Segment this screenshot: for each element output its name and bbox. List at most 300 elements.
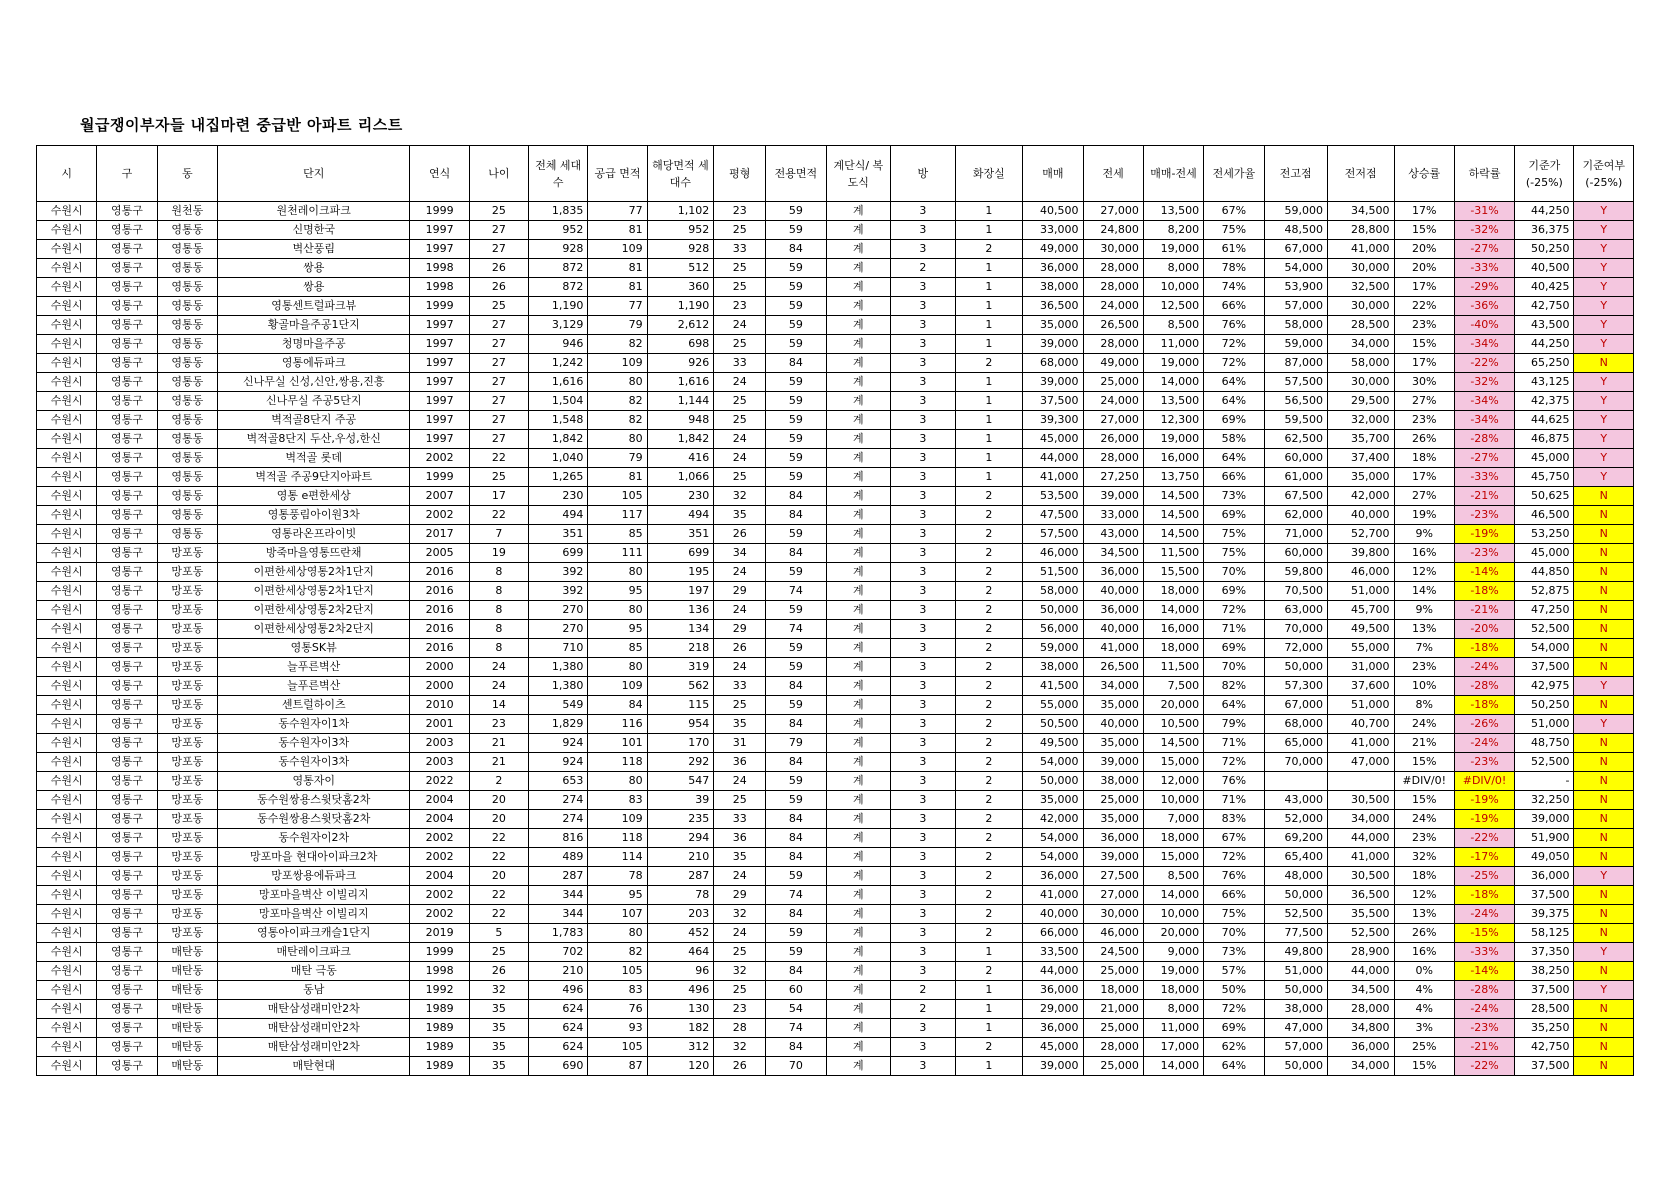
table-cell: 58,125 — [1515, 924, 1574, 943]
table-cell: 75% — [1204, 544, 1264, 563]
table-cell: 17% — [1394, 278, 1454, 297]
table-cell: 2004 — [410, 867, 469, 886]
table-cell: 원천동 — [157, 202, 217, 221]
table-cell: 2 — [955, 772, 1023, 791]
table-row — [37, 202, 1634, 221]
table-cell: 37,600 — [1327, 677, 1394, 696]
table-cell: 영통구 — [97, 1038, 157, 1057]
table-cell: 영통구 — [97, 335, 157, 354]
table-cell: 76 — [588, 1000, 647, 1019]
table-cell: 72,000 — [1264, 639, 1327, 658]
table-cell: 3 — [891, 620, 956, 639]
table-cell: 센트럴하이츠 — [217, 696, 409, 715]
table-cell: 948 — [647, 411, 714, 430]
table-cell: 34,500 — [1327, 202, 1394, 221]
table-cell: 2016 — [410, 582, 469, 601]
table-cell: 망포마을벽산 이빌리지 — [217, 886, 409, 905]
table-cell: 3 — [891, 335, 956, 354]
table-cell: 영통구 — [97, 639, 157, 658]
table-cell: 59 — [766, 316, 826, 335]
table-cell: 287 — [647, 867, 714, 886]
column-header: 동 — [157, 146, 217, 202]
table-cell: 26% — [1394, 924, 1454, 943]
table-cell: 계 — [826, 1019, 891, 1038]
table-cell: N — [1574, 1000, 1634, 1019]
table-cell: 8 — [469, 601, 528, 620]
table-cell: 망포동 — [157, 810, 217, 829]
table-cell: 51,000 — [1327, 582, 1394, 601]
table-cell: 1,242 — [529, 354, 588, 373]
table-cell: 699 — [647, 544, 714, 563]
table-cell: 59 — [766, 563, 826, 582]
table-cell: 14% — [1394, 582, 1454, 601]
table-cell: 59 — [766, 373, 826, 392]
table-cell: 계 — [826, 905, 891, 924]
table-cell: 562 — [647, 677, 714, 696]
table-cell: 30,000 — [1083, 905, 1143, 924]
table-row — [37, 582, 1634, 601]
table-cell: 33 — [714, 810, 766, 829]
table-row — [37, 886, 1634, 905]
table-cell: 76% — [1204, 772, 1264, 791]
table-cell: 35,000 — [1023, 791, 1083, 810]
table-cell: 84 — [588, 696, 647, 715]
table-cell: 계 — [826, 449, 891, 468]
table-cell: 81 — [588, 468, 647, 487]
table-cell: 59 — [766, 297, 826, 316]
table-cell: 54,000 — [1023, 753, 1083, 772]
table-row — [37, 1038, 1634, 1057]
table-cell: -22% — [1454, 829, 1514, 848]
table-cell: 계 — [826, 525, 891, 544]
table-cell: 58,000 — [1264, 316, 1327, 335]
table-cell: 64% — [1204, 1057, 1264, 1076]
column-header: 전세 — [1083, 146, 1143, 202]
table-cell: 황골마을주공1단지 — [217, 316, 409, 335]
table-cell: 41,000 — [1023, 468, 1083, 487]
table-cell: 영통구 — [97, 221, 157, 240]
table-cell: N — [1574, 848, 1634, 867]
table-cell: 영통구 — [97, 886, 157, 905]
table-cell: 71% — [1204, 734, 1264, 753]
table-cell: 72% — [1204, 1000, 1264, 1019]
table-cell: 8,500 — [1143, 867, 1203, 886]
table-cell: 15% — [1394, 335, 1454, 354]
table-cell: 59 — [766, 924, 826, 943]
table-cell: 51,000 — [1327, 696, 1394, 715]
table-cell: 872 — [529, 259, 588, 278]
column-header: 단지 — [217, 146, 409, 202]
table-cell: 50,000 — [1023, 601, 1083, 620]
table-cell: 36,000 — [1023, 981, 1083, 1000]
table-cell: 3 — [891, 278, 956, 297]
table-cell: 37,500 — [1515, 981, 1574, 1000]
table-cell: 84 — [766, 715, 826, 734]
table-cell: 182 — [647, 1019, 714, 1038]
table-cell: 3 — [891, 240, 956, 259]
table-cell: 53,250 — [1515, 525, 1574, 544]
table-cell: 50,000 — [1264, 981, 1327, 1000]
table-cell: 39,000 — [1023, 335, 1083, 354]
table-cell: 48,000 — [1264, 867, 1327, 886]
table-cell: 계 — [826, 810, 891, 829]
table-cell: 계 — [826, 487, 891, 506]
table-cell: 3 — [891, 411, 956, 430]
table-cell: 84 — [766, 848, 826, 867]
table-cell: 영통동 — [157, 297, 217, 316]
table-cell: 36,000 — [1023, 1019, 1083, 1038]
table-cell: 32,250 — [1515, 791, 1574, 810]
table-cell: 54,000 — [1264, 259, 1327, 278]
table-cell: 70% — [1204, 563, 1264, 582]
table-cell: 71,000 — [1264, 525, 1327, 544]
table-cell: 계 — [826, 354, 891, 373]
table-cell: 64% — [1204, 392, 1264, 411]
table-cell: 26% — [1394, 430, 1454, 449]
column-header: 전용면적 — [766, 146, 826, 202]
table-cell: 18% — [1394, 449, 1454, 468]
table-cell: 수원시 — [37, 1000, 97, 1019]
table-cell: Y — [1574, 867, 1634, 886]
table-cell: 3 — [891, 392, 956, 411]
table-cell: 952 — [529, 221, 588, 240]
table-cell: 2016 — [410, 601, 469, 620]
table-cell: 287 — [529, 867, 588, 886]
table-cell: 38,000 — [1083, 772, 1143, 791]
table-cell: 70 — [766, 1057, 826, 1076]
table-cell: 44,250 — [1515, 202, 1574, 221]
table-cell: 79 — [766, 734, 826, 753]
table-cell: 27 — [469, 335, 528, 354]
table-cell: 계 — [826, 468, 891, 487]
table-cell: 1 — [955, 981, 1023, 1000]
table-cell: 3 — [891, 658, 956, 677]
table-cell: 36,000 — [1515, 867, 1574, 886]
column-header: 전체 세대수 — [529, 146, 588, 202]
table-cell: 영통아이파크캐슬1단지 — [217, 924, 409, 943]
table-cell: 계 — [826, 278, 891, 297]
table-cell: 118 — [588, 829, 647, 848]
table-cell: 2 — [955, 639, 1023, 658]
table-cell: 23 — [714, 297, 766, 316]
table-cell: 70,000 — [1264, 753, 1327, 772]
table-cell: 16% — [1394, 544, 1454, 563]
table-cell: 117 — [588, 506, 647, 525]
table-cell: 270 — [529, 601, 588, 620]
table-cell: Y — [1574, 335, 1634, 354]
table-cell: 37,350 — [1515, 943, 1574, 962]
column-header: 구 — [97, 146, 157, 202]
table-cell: 동수원자이1차 — [217, 715, 409, 734]
table-cell: 영통풍림아이원3차 — [217, 506, 409, 525]
table-cell: 2 — [955, 696, 1023, 715]
table-cell: 20,000 — [1143, 696, 1203, 715]
table-cell: 1 — [955, 335, 1023, 354]
table-cell: 59 — [766, 601, 826, 620]
table-cell: 2 — [955, 734, 1023, 753]
table-cell: 52,500 — [1515, 753, 1574, 772]
table-cell: 60,000 — [1264, 544, 1327, 563]
table-row — [37, 696, 1634, 715]
table-cell: 60 — [766, 981, 826, 1000]
table-cell: 41,000 — [1327, 734, 1394, 753]
table-cell: 매탄동 — [157, 943, 217, 962]
table-cell: 59 — [766, 335, 826, 354]
table-cell: 77 — [588, 297, 647, 316]
table-cell: 8,500 — [1143, 316, 1203, 335]
table-cell: 계 — [826, 544, 891, 563]
table-cell: 35,000 — [1083, 734, 1143, 753]
table-cell: 84 — [766, 810, 826, 829]
table-cell: 2000 — [410, 677, 469, 696]
table-cell: 22% — [1394, 297, 1454, 316]
table-cell: 수원시 — [37, 1038, 97, 1057]
table-cell: 84 — [766, 753, 826, 772]
table-cell: N — [1574, 544, 1634, 563]
table-cell: 37,400 — [1327, 449, 1394, 468]
table-cell: 35,250 — [1515, 1019, 1574, 1038]
table-cell: 41,000 — [1023, 886, 1083, 905]
table-cell: 82 — [588, 392, 647, 411]
table-cell: 40,000 — [1023, 905, 1083, 924]
table-cell: 1,829 — [529, 715, 588, 734]
table-cell: -23% — [1454, 1019, 1514, 1038]
table-cell: 영통구 — [97, 411, 157, 430]
table-cell: 36,500 — [1023, 297, 1083, 316]
table-cell: 1,842 — [529, 430, 588, 449]
table-cell: 1,380 — [529, 677, 588, 696]
table-cell: 11,000 — [1143, 335, 1203, 354]
table-cell: 계 — [826, 430, 891, 449]
table-cell: 영통동 — [157, 278, 217, 297]
table-cell: 83 — [588, 981, 647, 1000]
table-cell: 25,000 — [1083, 1057, 1143, 1076]
table-cell: 24,000 — [1083, 297, 1143, 316]
table-cell: 수원시 — [37, 601, 97, 620]
table-cell: 71% — [1204, 791, 1264, 810]
table-cell: 1,144 — [647, 392, 714, 411]
table-row — [37, 791, 1634, 810]
table-cell: 14,000 — [1143, 886, 1203, 905]
table-cell: 87 — [588, 1057, 647, 1076]
table-cell: 78% — [1204, 259, 1264, 278]
table-cell: N — [1574, 506, 1634, 525]
table-cell: 2007 — [410, 487, 469, 506]
table-cell: 50,000 — [1023, 772, 1083, 791]
table-cell: 69,200 — [1264, 829, 1327, 848]
table-cell: 66% — [1204, 886, 1264, 905]
table-cell: 40,000 — [1083, 620, 1143, 639]
table-cell: 44,000 — [1327, 829, 1394, 848]
table-cell: 50,500 — [1023, 715, 1083, 734]
table-cell: 8% — [1394, 696, 1454, 715]
table-cell: 15% — [1394, 1057, 1454, 1076]
table-cell: 37,500 — [1515, 886, 1574, 905]
table-cell: 47,500 — [1023, 506, 1083, 525]
table-cell: 3 — [891, 316, 956, 335]
table-cell: Y — [1574, 677, 1634, 696]
table-cell: 영통동 — [157, 411, 217, 430]
table-cell: 17,000 — [1143, 1038, 1203, 1057]
table-cell: 영통동 — [157, 240, 217, 259]
table-cell: 23 — [714, 202, 766, 221]
table-cell: 2 — [955, 753, 1023, 772]
table-cell: 57,500 — [1023, 525, 1083, 544]
table-cell: 23% — [1394, 658, 1454, 677]
table-cell: 24 — [714, 563, 766, 582]
table-row — [37, 848, 1634, 867]
table-cell: 43,000 — [1264, 791, 1327, 810]
table-cell: 수원시 — [37, 810, 97, 829]
table-cell: 210 — [647, 848, 714, 867]
table-cell: 29 — [714, 620, 766, 639]
table-cell: N — [1574, 753, 1634, 772]
table-cell: 38,250 — [1515, 962, 1574, 981]
table-cell: 24 — [714, 658, 766, 677]
table-cell: 3 — [891, 715, 956, 734]
table-cell: 235 — [647, 810, 714, 829]
table-cell: 33 — [714, 354, 766, 373]
table-cell: -27% — [1454, 449, 1514, 468]
table-cell: 11,500 — [1143, 658, 1203, 677]
table-cell: 28,000 — [1327, 1000, 1394, 1019]
table-cell: 52,875 — [1515, 582, 1574, 601]
table-row — [37, 392, 1634, 411]
table-cell: 42,375 — [1515, 392, 1574, 411]
table-cell: 2 — [955, 620, 1023, 639]
table-cell: -24% — [1454, 658, 1514, 677]
table-cell: 24,800 — [1083, 221, 1143, 240]
table-cell: 이편한세상영통2차2단지 — [217, 620, 409, 639]
table-cell: 1997 — [410, 240, 469, 259]
table-cell: 496 — [647, 981, 714, 1000]
table-cell: 영통구 — [97, 582, 157, 601]
table-cell: 25 — [714, 696, 766, 715]
table-cell: 392 — [529, 582, 588, 601]
table-cell: 68,000 — [1023, 354, 1083, 373]
table-cell: -34% — [1454, 392, 1514, 411]
table-cell: 24 — [714, 772, 766, 791]
table-cell: 51,000 — [1515, 715, 1574, 734]
table-cell: 영통구 — [97, 658, 157, 677]
table-cell: Y — [1574, 943, 1634, 962]
table-cell: 105 — [588, 962, 647, 981]
table-cell: 2016 — [410, 563, 469, 582]
table-row — [37, 373, 1634, 392]
table-cell: 17% — [1394, 468, 1454, 487]
table-cell: 40,000 — [1083, 582, 1143, 601]
table-cell: 영통구 — [97, 829, 157, 848]
table-cell: 쌍용 — [217, 259, 409, 278]
table-cell: 292 — [647, 753, 714, 772]
table-cell: 36 — [714, 753, 766, 772]
table-cell: 22 — [469, 886, 528, 905]
table-cell: 50,000 — [1264, 886, 1327, 905]
table-cell: 0% — [1394, 962, 1454, 981]
table-cell: 107 — [588, 905, 647, 924]
table-cell: 35 — [469, 1057, 528, 1076]
table-cell: 수원시 — [37, 981, 97, 1000]
table-row — [37, 639, 1634, 658]
table-cell: 34,800 — [1327, 1019, 1394, 1038]
table-cell: 31,000 — [1327, 658, 1394, 677]
table-cell: 82 — [588, 411, 647, 430]
table-cell: 11,000 — [1143, 1019, 1203, 1038]
table-cell: 동수원자이3차 — [217, 753, 409, 772]
table-cell: 24,000 — [1083, 392, 1143, 411]
table-cell: 134 — [647, 620, 714, 639]
table-cell: Y — [1574, 240, 1634, 259]
table-cell: 51,000 — [1264, 962, 1327, 981]
table-body — [37, 202, 1634, 1076]
table-cell: 1999 — [410, 943, 469, 962]
table-cell: 109 — [588, 677, 647, 696]
table-cell: 2 — [955, 240, 1023, 259]
table-cell: 매탄동 — [157, 1038, 217, 1057]
table-cell: 42,750 — [1515, 297, 1574, 316]
table-cell: 9,000 — [1143, 943, 1203, 962]
table-row — [37, 430, 1634, 449]
column-header: 시 — [37, 146, 97, 202]
table-cell: 928 — [529, 240, 588, 259]
table-cell: 55,000 — [1023, 696, 1083, 715]
table-cell: 14,000 — [1143, 373, 1203, 392]
table-cell: 15,000 — [1143, 848, 1203, 867]
table-cell: 14,500 — [1143, 525, 1203, 544]
table-cell: 72% — [1204, 753, 1264, 772]
table-cell: 계 — [826, 259, 891, 278]
table-cell: 수원시 — [37, 639, 97, 658]
table-cell: 27% — [1394, 487, 1454, 506]
table-cell: 39,800 — [1327, 544, 1394, 563]
table-cell: 영통구 — [97, 354, 157, 373]
column-header: 하락률 — [1454, 146, 1514, 202]
table-cell: -29% — [1454, 278, 1514, 297]
column-header: 기준여부 (-25%) — [1574, 146, 1634, 202]
table-cell: 26 — [469, 278, 528, 297]
table-cell: 34,000 — [1083, 677, 1143, 696]
table-cell: 영통구 — [97, 259, 157, 278]
table-cell: 39,375 — [1515, 905, 1574, 924]
table-cell: 47,000 — [1327, 753, 1394, 772]
table-cell: N — [1574, 582, 1634, 601]
table-cell: 계 — [826, 639, 891, 658]
table-cell: 2003 — [410, 734, 469, 753]
table-cell: 27 — [469, 373, 528, 392]
table-cell: 82% — [1204, 677, 1264, 696]
table-cell: 26 — [714, 639, 766, 658]
table-cell: 수원시 — [37, 1057, 97, 1076]
table-row — [37, 411, 1634, 430]
column-header: 매매-전세 — [1143, 146, 1203, 202]
table-cell: 30,000 — [1327, 373, 1394, 392]
table-cell: 27 — [469, 221, 528, 240]
table-cell: 80 — [588, 658, 647, 677]
table-cell: 2 — [955, 1038, 1023, 1057]
table-cell: 84 — [766, 487, 826, 506]
table-cell: 3 — [891, 753, 956, 772]
table-row — [37, 240, 1634, 259]
table-cell: 28,900 — [1327, 943, 1394, 962]
table-cell: 40,000 — [1327, 506, 1394, 525]
table-cell: 109 — [588, 240, 647, 259]
table-cell: -24% — [1454, 905, 1514, 924]
table-cell: 수원시 — [37, 905, 97, 924]
table-cell: 84 — [766, 506, 826, 525]
table-cell: 27,000 — [1083, 411, 1143, 430]
table-cell: 115 — [647, 696, 714, 715]
table-cell: 2 — [955, 848, 1023, 867]
